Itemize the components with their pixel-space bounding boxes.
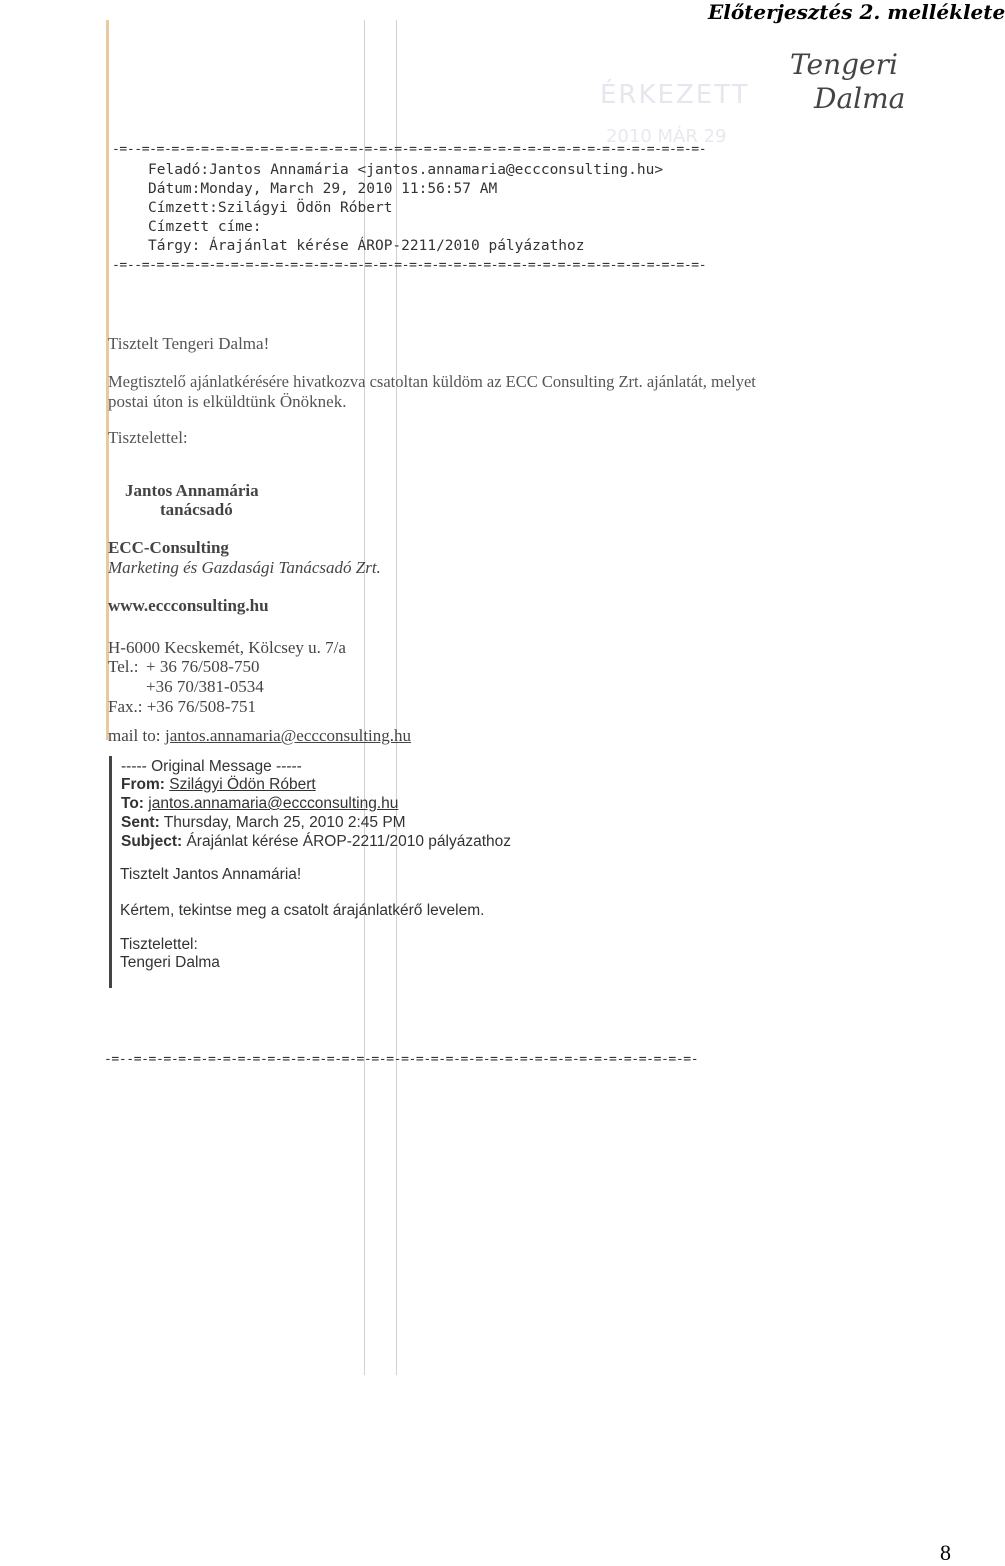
page-number: 8 [940, 1540, 951, 1565]
signature-tel-label: Tel.: [108, 657, 139, 676]
signature-mail-label: mail to: [108, 726, 161, 745]
original-subject-label: Subject: [121, 833, 183, 850]
header-date: Dátum:Monday, March 29, 2010 11:56:57 AM [148, 181, 498, 197]
original-to-label: To: [121, 795, 144, 812]
handwritten-note-line2: Dalma [814, 82, 906, 115]
original-signer: Tengeri Dalma [120, 954, 220, 971]
original-subject-value: Árajánlat kérése ÁROP-2211/2010 pályázathoz [186, 833, 512, 850]
separator-mid: -=--=-=-=-=-=-=-=-=-=-=-=-=-=-=-=-=-=-=-=-=-=-=-=-=-=-=-=-=-=-=-=-=-=-=-=-=-=-=- [112, 258, 707, 273]
original-sent-label: Sent: [121, 814, 160, 831]
header-to: Címzett:Szilágyi Ödön Róbert [148, 200, 393, 216]
signature-address: H-6000 Kecskemét, Kölcsey u. 7/a [108, 638, 346, 657]
signature-company: ECC-Consulting [108, 538, 229, 557]
original-from-value[interactable]: Szilágyi Ödön Róbert [169, 776, 316, 793]
header-to-address: Címzett címe: [148, 219, 262, 235]
original-subject-row [121, 833, 511, 851]
original-to-value[interactable]: jantos.annamaria@eccconsulting.hu [148, 795, 399, 812]
header-subject: Tárgy: Árajánlat kérése ÁROP-2211/2010 pályázathoz [148, 238, 585, 254]
original-sent-row [121, 814, 406, 832]
signature-name: Jantos Annamária [125, 481, 259, 500]
signature-website[interactable]: www.eccconsulting.hu [108, 596, 269, 615]
letter-body-line2: postai úton is elküldtünk Önöknek. [108, 392, 347, 411]
original-sent-value: Thursday, March 25, 2010 2:45 PM [163, 814, 406, 831]
scan-fold-line-right [396, 20, 397, 1375]
header-from: Feladó:Jantos Annamária <jantos.annamaria@eccconsulting.hu> [148, 162, 664, 178]
signature-fax: Fax.: +36 76/508-751 [108, 697, 256, 716]
separator-top: -=--=-=-=-=-=-=-=-=-=-=-=-=-=-=-=-=-=-=-=-=-=-=-=-=-=-=-=-=-=-=-=-=-=-=-=-=-=-=- [112, 142, 707, 157]
signature-tel1: + 36 76/508-750 [146, 657, 260, 676]
signature-title: tanácsadó [160, 500, 233, 519]
original-from-label: From: [121, 776, 165, 793]
original-to-row [121, 795, 398, 813]
received-stamp: ÉRKEZETT [600, 80, 750, 110]
attachment-label: Előterjesztés 2. melléklete [708, 0, 1005, 24]
scan-fold-line-left [364, 20, 365, 1375]
signature-company-full: Marketing és Gazdasági Tanácsadó Zrt. [108, 558, 381, 577]
quote-bar [109, 756, 112, 988]
letter-greeting: Tisztelt Tengeri Dalma! [108, 334, 270, 353]
original-body: Kértem, tekintse meg a csatolt árajánlatkérő levelem. [120, 902, 485, 919]
original-message-heading: ----- Original Message ----- [121, 758, 302, 775]
letter-body-line1: Megtisztelő ajánlatkérésére hivatkozva csatoltan küldöm az ECC Consulting Zrt. ajánlatát, melyet [108, 372, 756, 391]
separator-bottom: -=--=-=-=-=-=-=-=-=-=-=-=-=-=-=-=-=-=-=-=-=-=-=-=-=-=-=-=-=-=-=-=-=-=-=-=-=-=-=- [104, 1052, 699, 1067]
signature-mail-link[interactable]: jantos.annamaria@eccconsulting.hu [165, 726, 412, 745]
original-greeting: Tisztelt Jantos Annamária! [120, 866, 302, 883]
letter-closing: Tisztelettel: [108, 428, 188, 447]
handwritten-note-line1: Tengeri [790, 48, 898, 81]
signature-tel2: +36 70/381-0534 [146, 677, 264, 696]
original-from-row [121, 776, 316, 794]
received-stamp-date: 2010 MÁR 29 [606, 126, 727, 147]
original-closing: Tisztelettel: [120, 936, 198, 953]
